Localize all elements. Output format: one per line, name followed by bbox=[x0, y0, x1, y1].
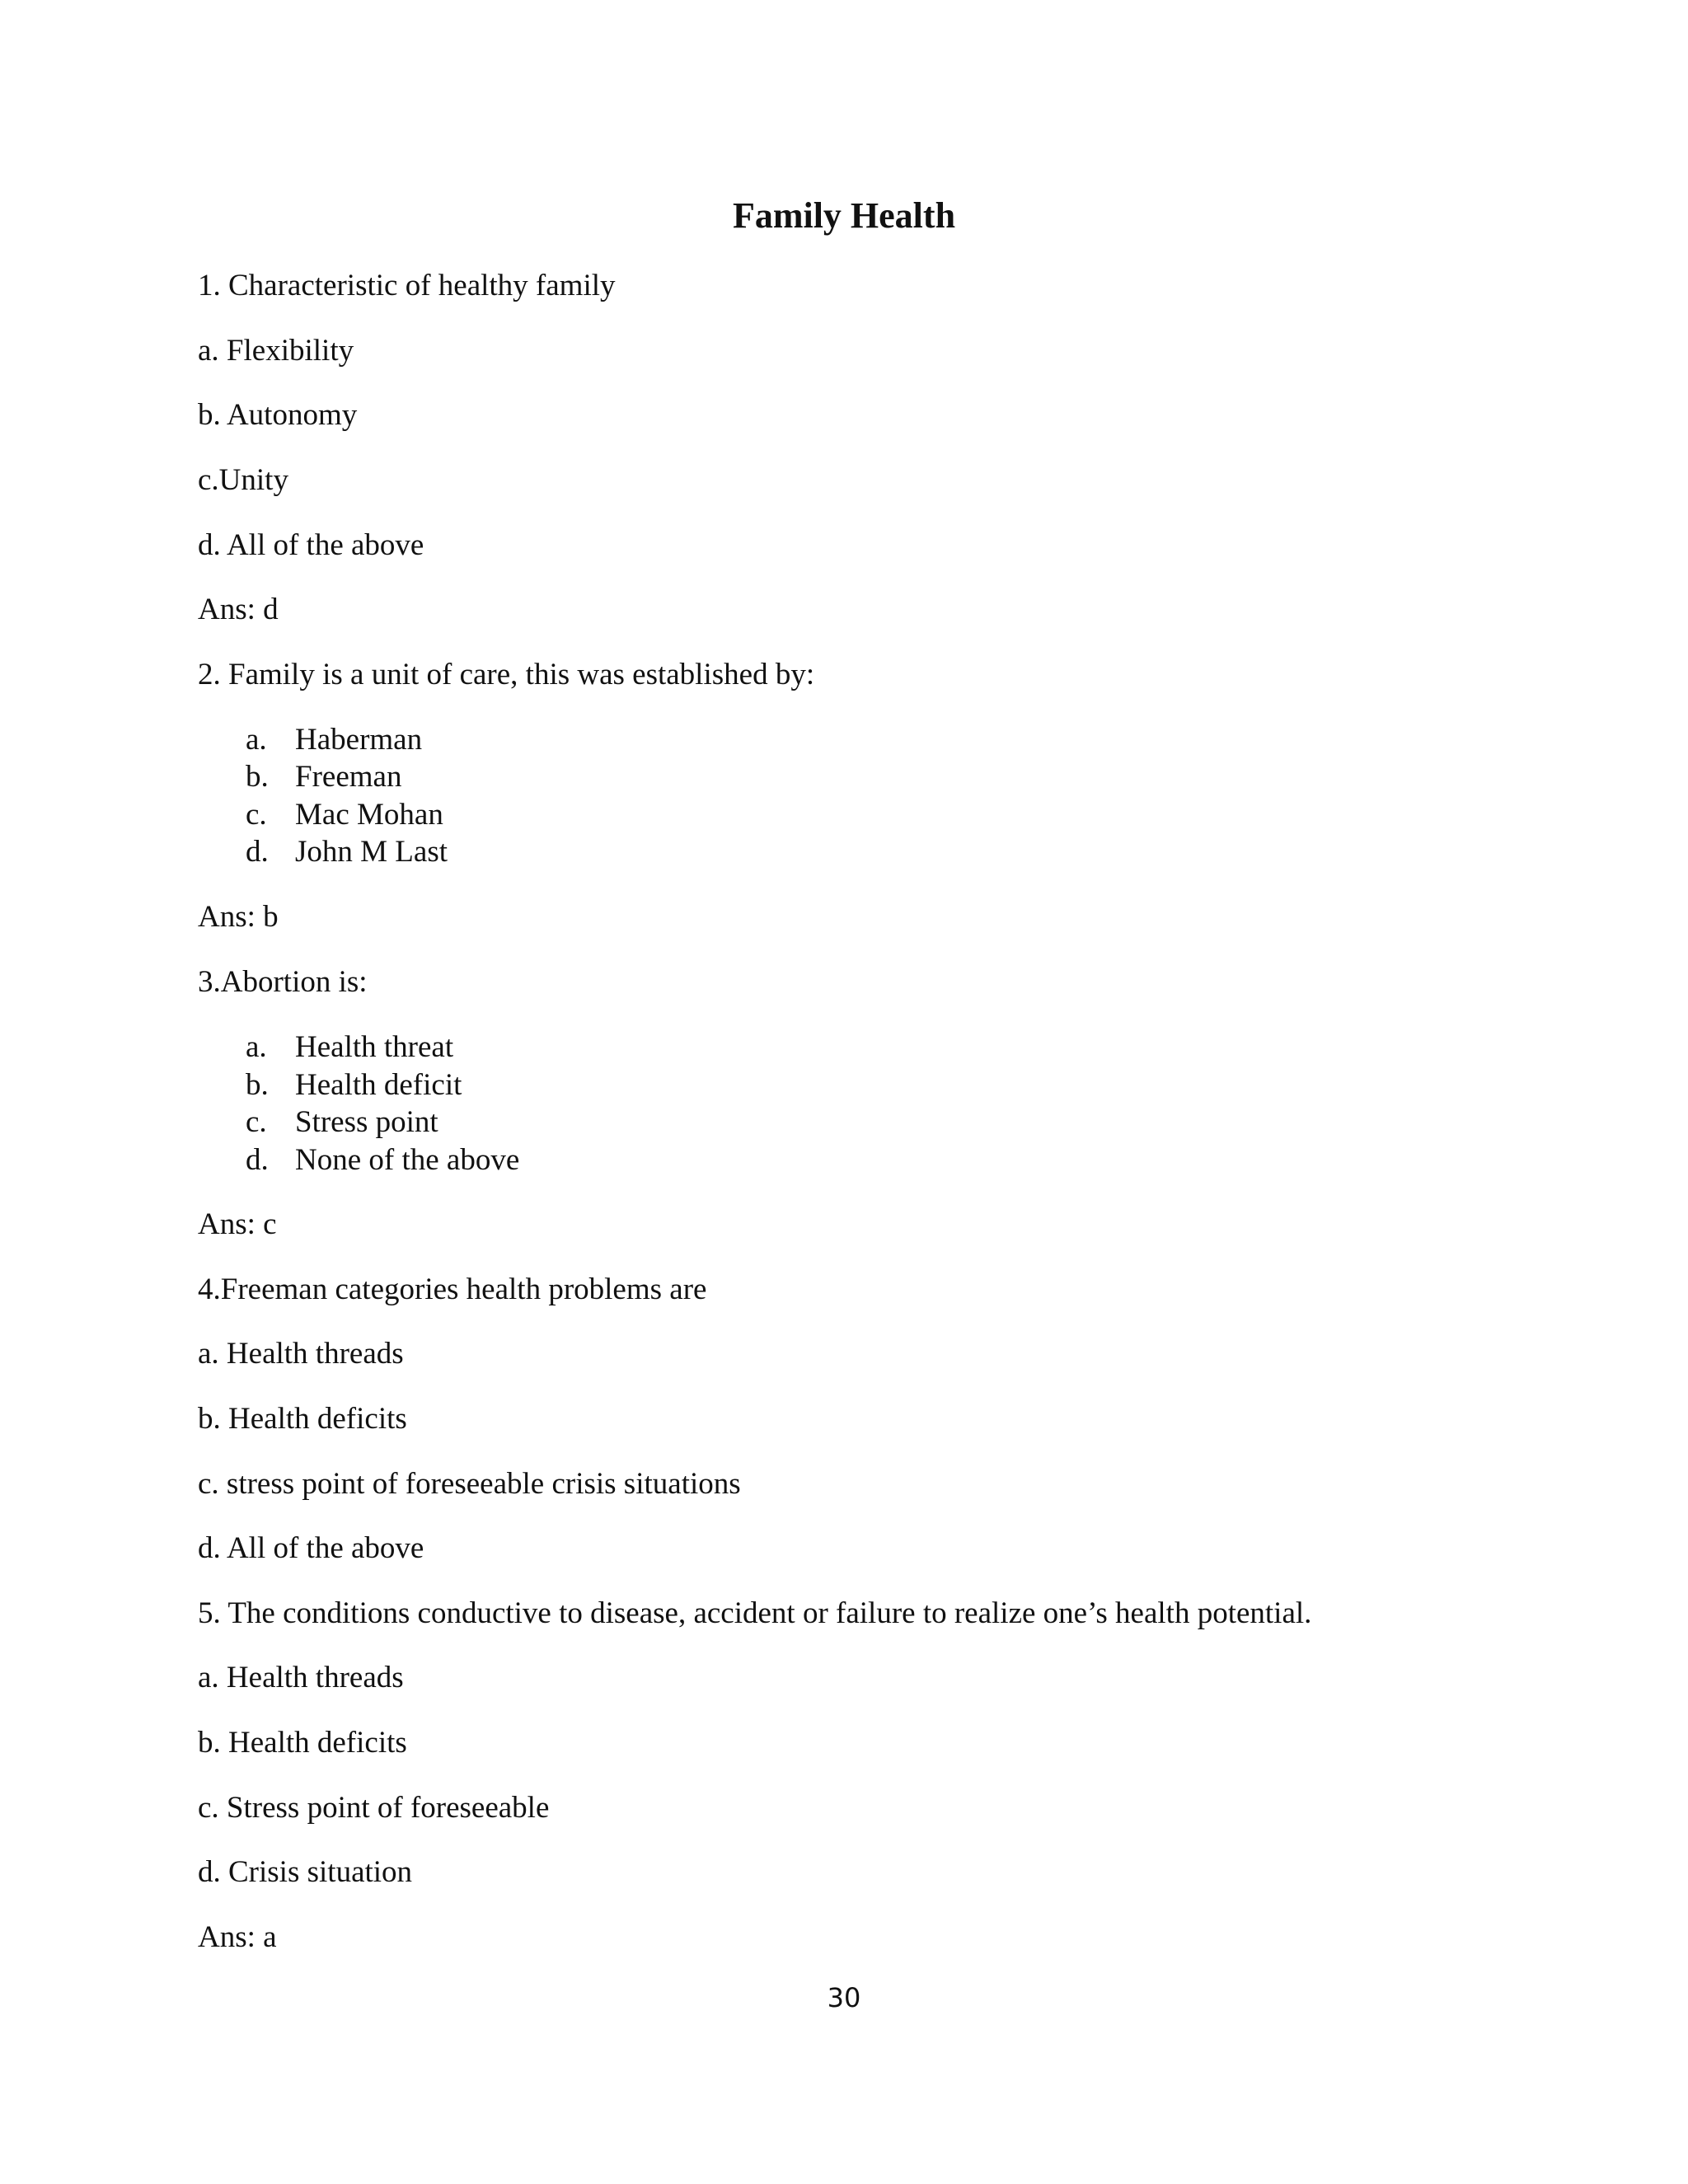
question-5-option-b: b. Health deficits bbox=[198, 1726, 407, 1760]
option-marker: c. bbox=[246, 1105, 267, 1139]
question-5-option-a: a. Health threads bbox=[198, 1661, 404, 1694]
question-5-option-c: c. Stress point of foreseeable bbox=[198, 1791, 550, 1825]
question-1-option-a: a. Flexibility bbox=[198, 334, 354, 368]
option-text: Stress point bbox=[295, 1105, 438, 1139]
option-marker: d. bbox=[246, 835, 269, 869]
option-text: Freeman bbox=[295, 760, 402, 794]
question-2-option-a bbox=[246, 719, 422, 761]
question-3-option-c bbox=[246, 1102, 438, 1143]
question-2: 2. Family is a unit of care, this was established by: bbox=[198, 658, 815, 691]
question-4-option-d: d. All of the above bbox=[198, 1531, 424, 1565]
question-1: 1. Characteristic of healthy family bbox=[198, 269, 616, 302]
page-number: 30 bbox=[827, 1982, 861, 2013]
question-1-option-b: b. Autonomy bbox=[198, 398, 358, 432]
question-3-option-b bbox=[246, 1065, 462, 1106]
option-marker: b. bbox=[246, 760, 269, 794]
question-5-option-d: d. Crisis situation bbox=[198, 1855, 413, 1889]
question-4-option-c: c. stress point of foreseeable crisis situations bbox=[198, 1467, 741, 1501]
question-5: 5. The conditions conductive to disease, accident or failure to realize one’s health potential. bbox=[198, 1596, 1312, 1630]
option-marker: b. bbox=[246, 1068, 269, 1102]
option-marker: a. bbox=[246, 1030, 267, 1064]
option-text: None of the above bbox=[295, 1143, 520, 1177]
question-3-option-a bbox=[246, 1027, 453, 1068]
question-4-option-b: b. Health deficits bbox=[198, 1402, 407, 1436]
question-3: 3.Abortion is: bbox=[198, 965, 368, 999]
option-text: Health threat bbox=[295, 1030, 454, 1064]
question-2-option-b bbox=[246, 757, 401, 798]
question-2-option-c bbox=[246, 794, 443, 836]
option-marker: c. bbox=[246, 798, 267, 832]
question-1-option-c: c.Unity bbox=[198, 463, 288, 497]
option-marker: a. bbox=[246, 723, 267, 757]
question-3-answer: Ans: c bbox=[198, 1207, 277, 1241]
question-2-answer: Ans: b bbox=[198, 900, 279, 934]
question-3-option-d bbox=[246, 1140, 519, 1181]
question-4-option-a: a. Health threads bbox=[198, 1337, 404, 1371]
option-text: John M Last bbox=[295, 835, 448, 869]
option-text: Mac Mohan bbox=[295, 798, 443, 832]
question-1-option-d: d. All of the above bbox=[198, 528, 424, 562]
page-title: Family Health bbox=[732, 195, 956, 236]
question-4: 4.Freeman categories health problems are bbox=[198, 1272, 707, 1306]
option-text: Health deficit bbox=[295, 1068, 462, 1102]
option-text: Haberman bbox=[295, 723, 423, 757]
question-2-option-d bbox=[246, 832, 448, 873]
question-5-answer: Ans: a bbox=[198, 1920, 277, 1954]
question-1-answer: Ans: d bbox=[198, 593, 279, 626]
option-marker: d. bbox=[246, 1143, 269, 1177]
